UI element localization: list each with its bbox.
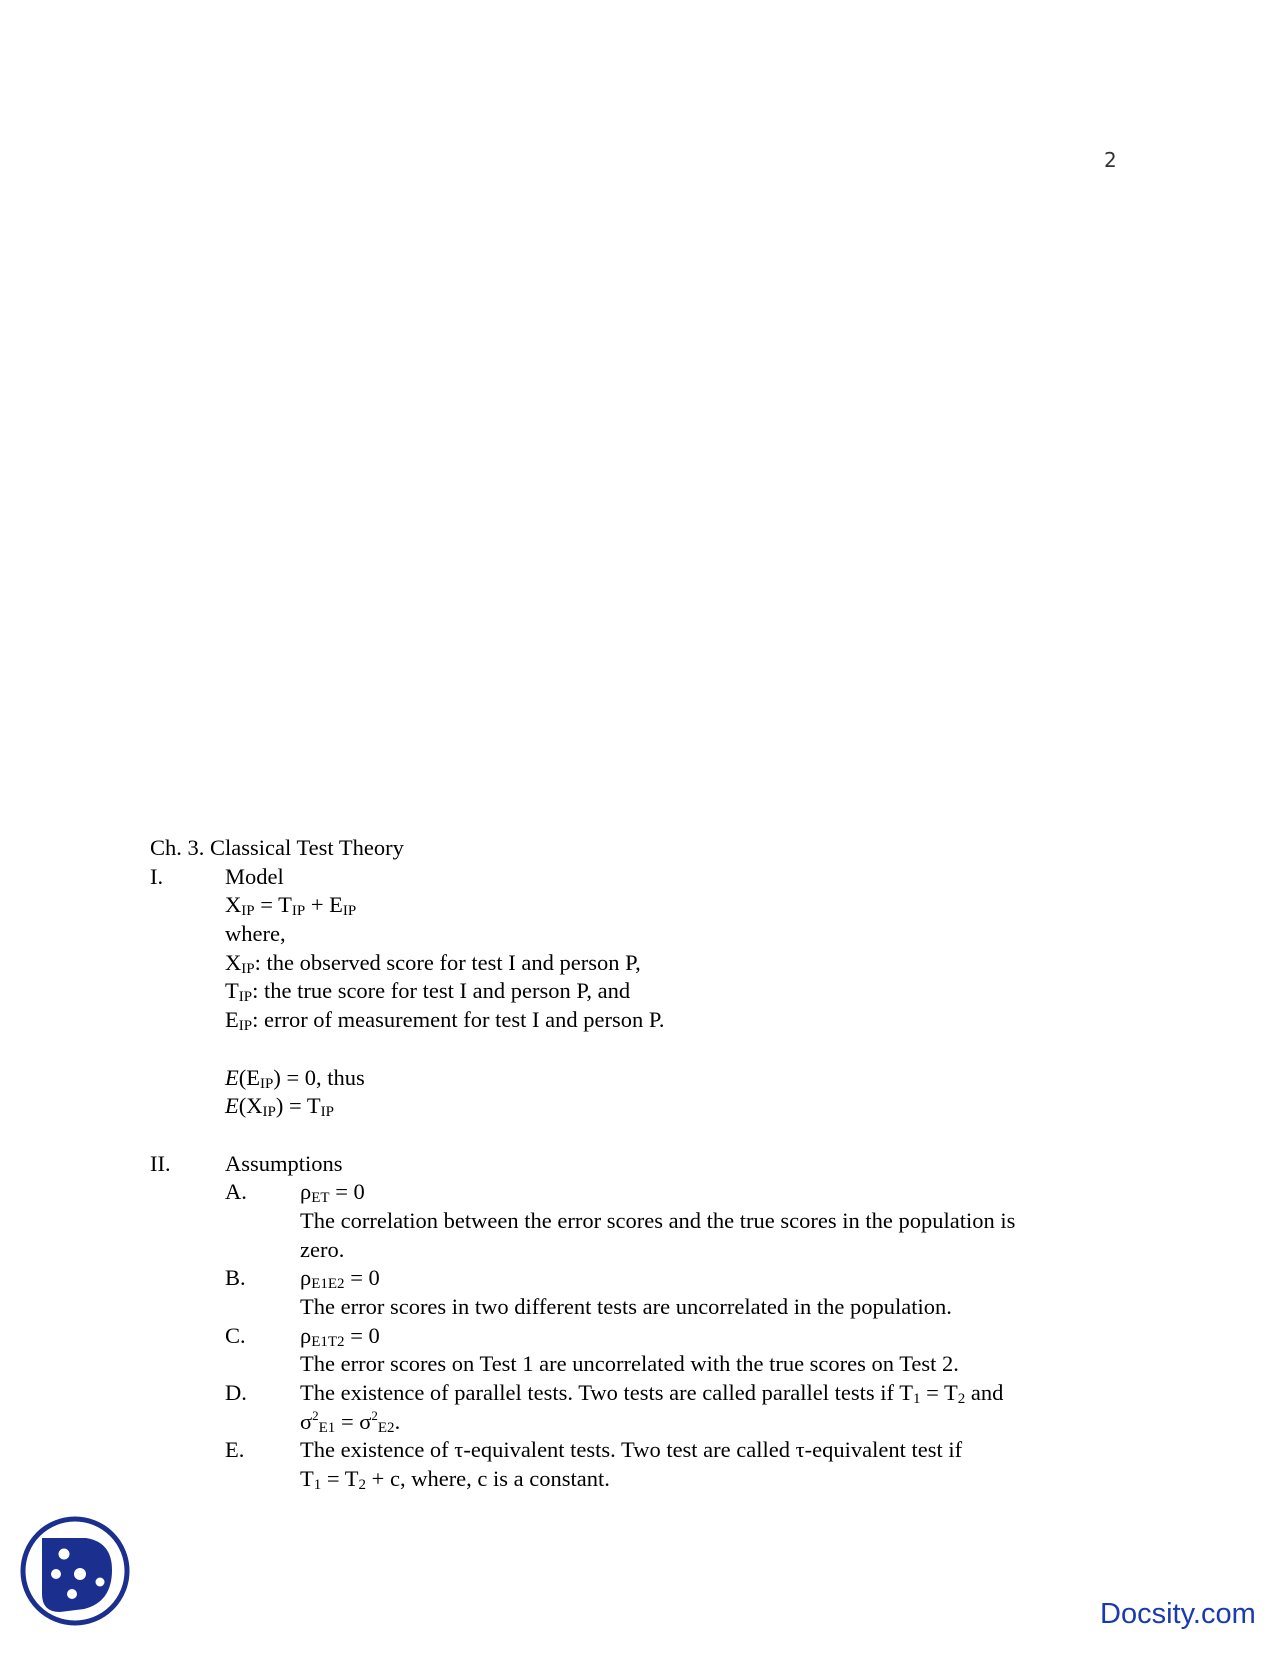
definition-true-score: $T_{IP}$: the true score for test I and person P, and [225, 978, 631, 1006]
section-1-heading [150, 863, 1150, 892]
assumption-a-text-cont: zero. [300, 1236, 345, 1262]
model-equation: $X_{IP} = T_{IP} + E_{IP}$ [225, 892, 357, 920]
expectation-observed: $E(X_{IP}) = T_{IP}$ [225, 1093, 334, 1121]
section-2-title: Assumptions [225, 1150, 343, 1176]
section-1-numeral: I. [150, 863, 164, 889]
section-2-heading [150, 1150, 1150, 1179]
assumption-b-text: The error scores in two different tests are uncorrelated in the population. [300, 1294, 952, 1319]
definition-error: $E_{IP}$: error of measurement for test I and person P. [225, 1007, 665, 1035]
chapter-title: Ch. 3. Classical Test Theory [150, 835, 404, 860]
docsity-brand-link[interactable]: Docsity.com [1100, 1598, 1256, 1630]
assumption-c-text: The error scores on Test 1 are uncorrelated with the true scores on Test 2. [300, 1351, 959, 1377]
assumption-e-text: E. The existence of τ-equivalent tests. Two test are called τ-equivalent test if [225, 1437, 963, 1463]
section-2-numeral: II. [150, 1150, 171, 1176]
document-body [150, 834, 1150, 1494]
docsity-logo-icon[interactable] [20, 1516, 130, 1626]
expectation-error: $E(E_{IP}) = 0$, thus [225, 1064, 365, 1092]
assumption-c-formula: C. $\rho_{E1T2} = 0$ [225, 1322, 380, 1350]
assumption-d-formula: $\sigma^2_{E1} = \sigma^2_{E2}$. [300, 1407, 401, 1436]
assumption-a-formula: A. $\rho_{ET} = 0$ [225, 1179, 365, 1207]
assumption-b-formula: B. $\rho_{E1E2} = 0$ [225, 1265, 380, 1293]
assumption-e-formula: $T_1 = T_2 + c$, where, c is a constant. [300, 1466, 610, 1494]
page-number: 2 [1104, 148, 1117, 172]
section-1-title: Model [225, 863, 284, 889]
definition-observed-score: $X_{IP}$: the observed score for test I and person P, [225, 949, 641, 977]
assumption-a-text: The correlation between the error scores and the true scores in the population is [300, 1207, 1016, 1233]
assumption-d-text: D. The existence of parallel tests. Two tests are called parallel tests if $T_1 = T_2$ and [225, 1380, 1004, 1408]
where-label: where, [225, 921, 286, 947]
